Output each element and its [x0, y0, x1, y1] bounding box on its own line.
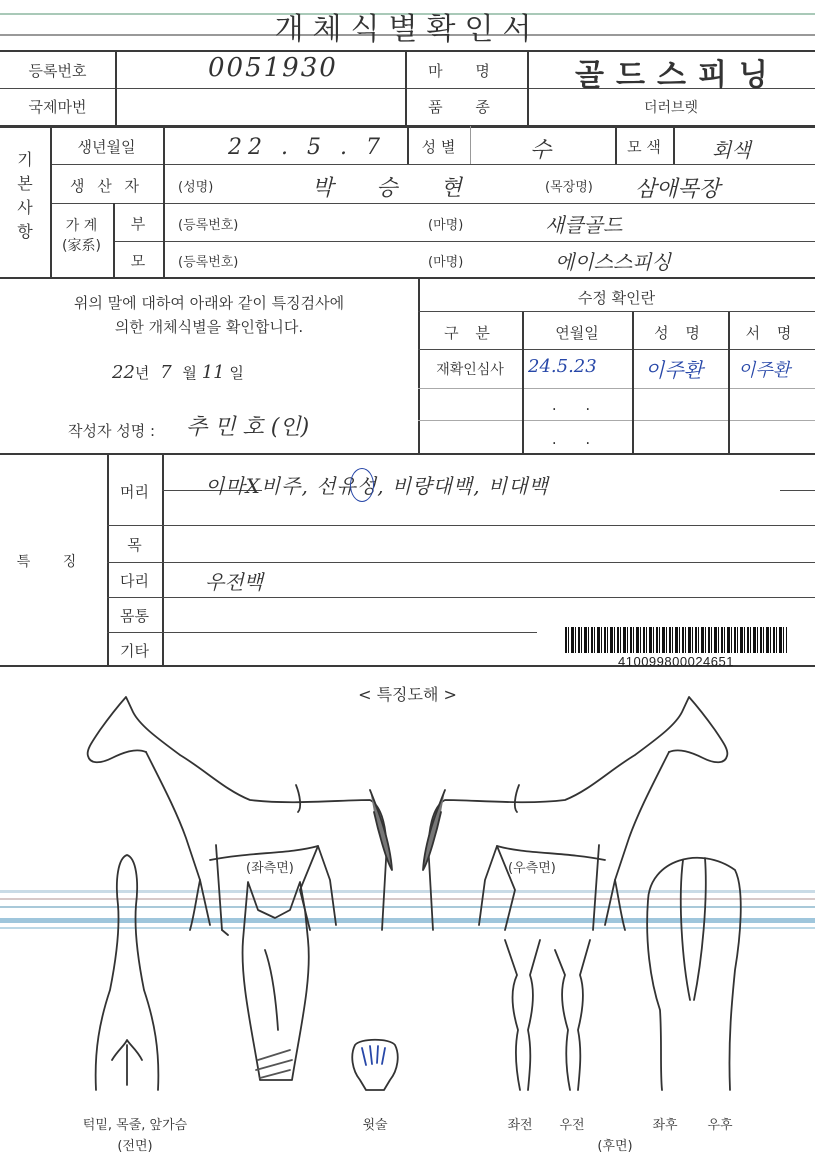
dam-label: 모: [130, 252, 146, 270]
section-char: 기: [17, 150, 33, 169]
breeder-name-value: 박 승 현: [312, 176, 480, 201]
feature-value-head: 이마X비주, 선유성, 비량대백, 비대백: [205, 474, 549, 498]
breeder-label: 생 산 자: [69, 177, 143, 195]
horse-head-front-icon: [243, 882, 309, 1080]
sex-label: 성 별: [421, 138, 456, 156]
document-title: 개체식별확인서: [274, 12, 541, 47]
rear-leg-label-rh: 우후: [707, 1118, 733, 1133]
rear-sub-label: (후면): [597, 1139, 633, 1154]
dam-name-value: 에이스스피싱: [555, 250, 671, 274]
revision-header-type: 구 분: [444, 324, 496, 342]
author-label: 작성자 성명 :: [68, 422, 156, 440]
feature-label-legs: 다리: [120, 572, 149, 590]
reg-no-label: 등록번호: [28, 62, 87, 80]
horse-left-side-icon: [88, 697, 392, 935]
author-value: 추 민 호 (인): [186, 415, 310, 440]
date-year: 22: [112, 362, 135, 383]
sire-label: 부: [130, 215, 146, 233]
color-value: 회색: [712, 138, 751, 162]
revision-row-name: 이주환: [645, 358, 703, 382]
reg-no-value: 0051930: [208, 53, 338, 83]
revision-row-date: 24.5.23: [528, 356, 597, 377]
section-char: 사: [17, 198, 33, 217]
feature-label-body: 몸통: [120, 607, 149, 625]
birth-value: 22 . 5 . 7: [228, 135, 386, 160]
horse-neck-front-icon: [96, 855, 159, 1090]
breed-label: 품 종: [428, 98, 504, 116]
barcode-number: 410099800024651: [618, 654, 734, 669]
diagram-title: < 특징도해 >: [358, 685, 457, 704]
revision-header-date: 연월일: [555, 324, 599, 342]
date-month: 7: [160, 362, 172, 383]
section-char: 항: [17, 222, 33, 241]
feature-label-head: 머리: [120, 483, 149, 501]
horse-front-legs-icon: [505, 940, 590, 1090]
rear-leg-label-rf: 우전: [559, 1118, 585, 1133]
sire-reg-hint: (등록번호): [178, 218, 239, 233]
horse-name-label: 마 명: [428, 62, 504, 80]
sire-name-hint: (마명): [428, 218, 464, 233]
features-section-label: 특 징: [16, 554, 91, 570]
breed-value: 더러브렛: [643, 100, 699, 116]
revision-row-type: 재확인심사: [436, 362, 504, 378]
dam-name-hint: (마명): [428, 255, 464, 270]
revision-row-date: . .: [551, 396, 603, 414]
feature-value-legs: 우전백: [205, 570, 263, 594]
right-side-label: (우측면): [508, 861, 556, 876]
farm-hint: (목장명): [545, 180, 593, 195]
section-char: 본: [17, 174, 33, 193]
revision-row-signature: 이주환: [738, 360, 791, 381]
date-month-suffix: 월: [182, 364, 197, 382]
color-label: 모 색: [627, 138, 661, 156]
horse-name-value: 골드스피닝: [575, 58, 780, 93]
statement-line1: 위의 말에 대하여 아래와 같이 특징검사에: [73, 294, 345, 312]
horse-right-side-icon: [423, 697, 727, 930]
front-sub-label: (전면): [117, 1139, 153, 1154]
left-side-label: (좌측면): [246, 861, 294, 876]
rear-leg-label-lf: 좌전: [507, 1118, 533, 1133]
pedigree-text: 가 계: [65, 218, 98, 234]
revision-header-signature: 서 명: [745, 324, 798, 342]
sire-name-value: 새클골드: [545, 213, 623, 237]
horse-muzzle-icon: [352, 1040, 397, 1090]
farm-value: 삼애목장: [635, 177, 721, 202]
intl-no-label: 국제마번: [28, 98, 87, 116]
statement-line2: 의한 개체식별을 확인합니다.: [114, 318, 304, 336]
sex-value: 수: [530, 138, 552, 163]
pedigree-hanja: (家系): [62, 238, 101, 254]
breeder-name-hint: (성명): [178, 180, 214, 195]
birth-label: 생년월일: [77, 138, 136, 156]
feature-label-neck: 목: [127, 536, 142, 554]
dam-reg-hint: (등록번호): [178, 255, 239, 270]
front-label: 턱밑, 목줄, 앞가슴: [82, 1118, 188, 1133]
revision-row-date: . .: [551, 430, 603, 448]
lips-label: 윗술: [362, 1118, 388, 1133]
rear-leg-label-lh: 좌후: [652, 1118, 678, 1133]
revision-title: 수정 확인란: [577, 289, 656, 307]
feature-label-other: 기타: [120, 642, 149, 660]
date-day-suffix: 일: [229, 364, 244, 382]
date-year-suffix: 년: [134, 364, 150, 382]
horse-hind-rear-icon: [647, 858, 741, 1090]
revision-header-name: 성 명: [654, 324, 706, 342]
date-day: 11: [201, 362, 225, 383]
